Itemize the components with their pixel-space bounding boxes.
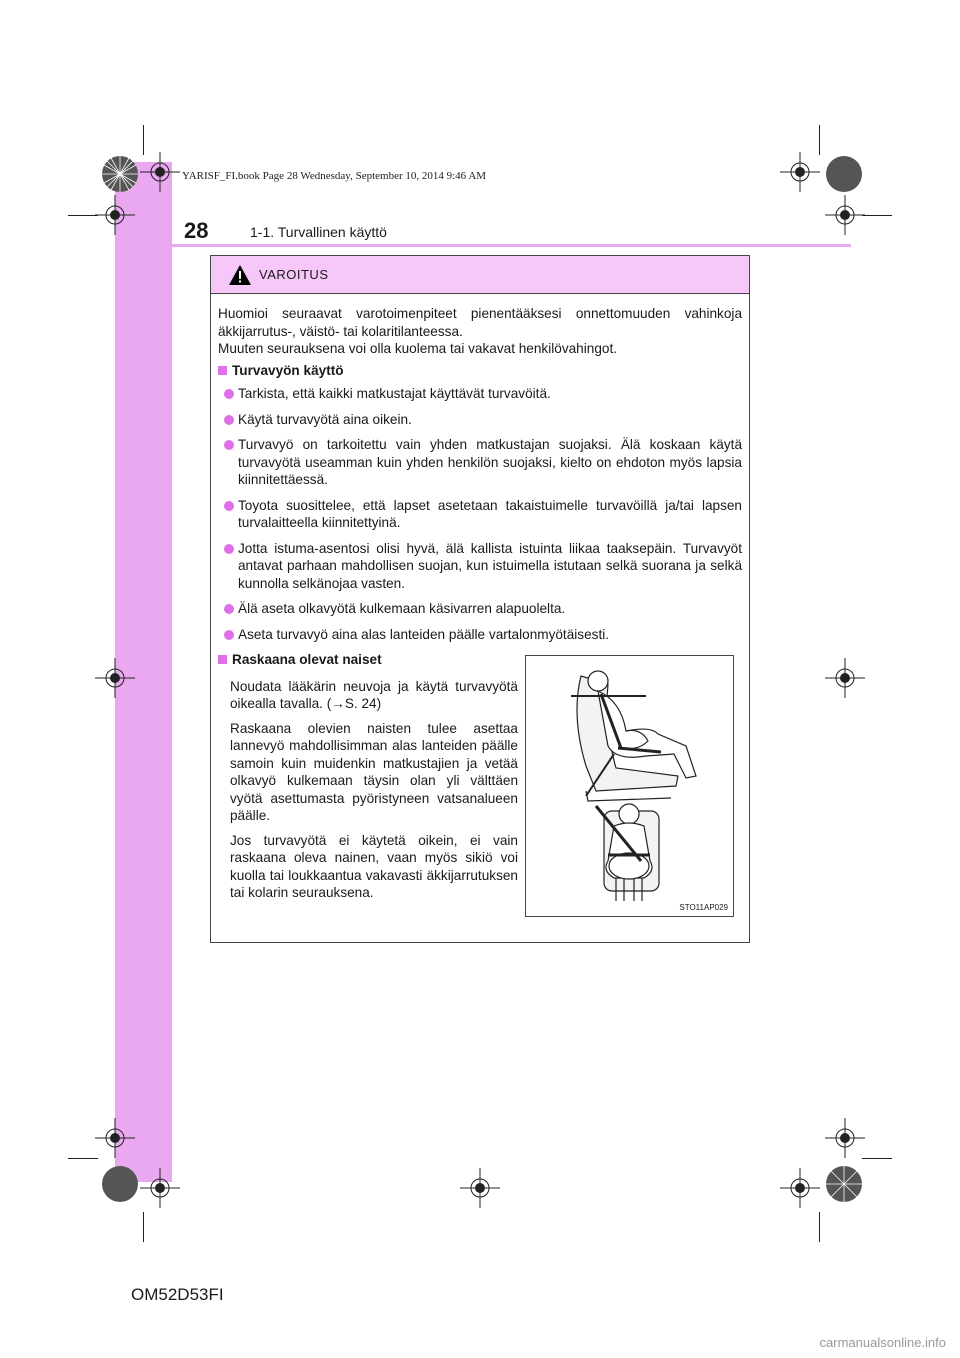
- registration-mark-icon: [140, 152, 180, 192]
- registration-mark-icon: [825, 658, 865, 698]
- warning-triangle-icon: [228, 264, 252, 286]
- crop-line: [819, 125, 820, 155]
- warning-label: VAROITUS: [259, 267, 329, 282]
- bullet-dot-icon: [224, 415, 234, 425]
- registration-mark-icon: [460, 1168, 500, 1208]
- pregnant-para-1: Noudata lääkärin neuvoja ja käytä turvavyötä oikealla tavalla. (→S. 24): [230, 678, 518, 711]
- footer-code: OM52D53FI: [131, 1285, 224, 1304]
- square-bullet-icon: [218, 655, 227, 664]
- crop-line: [68, 1158, 98, 1159]
- pregnant-para-3: Jos turvavyötä ei käytetä oikein, ei vain raskaana oleva nainen, vaan myös sikiö voi kuolla tai loukkaantua vakavasti äkkijarrutuksen tai kolarin seurauksena.: [230, 832, 518, 900]
- list-item: Turvavyö on tarkoitettu vain yhden matkustajan suojaksi. Älä koskaan käytä turvavyötä useamman kuin yhden henkilön suojaksi, kielto on ehdoton myös lapsia kiinnitettäessä.: [218, 436, 742, 489]
- registration-mark-icon: [95, 658, 135, 698]
- bullet-dot-icon: [224, 389, 234, 399]
- registration-mark-icon: [95, 1118, 135, 1158]
- registration-mark-icon: [780, 152, 820, 192]
- crop-line: [143, 1212, 144, 1242]
- pregnant-para-2: Raskaana olevien naisten tulee asettaa lannevyö mahdollisimman alas lanteiden päälle samoin kuin muidenkin matkustajien ja vetää olkavyö kulkemaan täysin olan yli välttäen vyötä asettumasta pyöristyneen vatsanalueen päälle.: [230, 720, 518, 823]
- crop-line: [862, 1158, 892, 1159]
- registration-mark-icon: [95, 195, 135, 235]
- watermark[interactable]: carmanualsonline.info: [819, 1335, 946, 1350]
- figure-code: STO11AP029: [679, 903, 728, 912]
- square-bullet-icon: [218, 366, 227, 375]
- registration-mark-icon: [825, 195, 865, 235]
- list-item: Älä aseta olkavyötä kulkemaan käsivarren alapuolelta.: [218, 600, 742, 618]
- pregnant-seatbelt-illustration: [525, 655, 734, 917]
- crop-line: [819, 1212, 820, 1242]
- page-number: 28: [184, 218, 209, 243]
- subheading-pregnant-women: Raskaana olevat naiset: [218, 651, 742, 669]
- bullet-dot-icon: [224, 501, 234, 511]
- list-item: Jotta istuma-asentosi olisi hyvä, älä kallista istuinta liikaa taaksepäin. Turvavyöt antavat parhaan mahdollisen suojan, kun istuimella istutaan selkä suorana ja selkä kunnolla selkänojaa vasten.: [218, 540, 742, 593]
- crop-line: [862, 215, 892, 216]
- list-item: Aseta turvavyö aina alas lanteiden päälle vartalonmyötäisesti.: [218, 626, 742, 644]
- crop-line: [68, 215, 98, 216]
- registration-mark-icon: [820, 150, 868, 198]
- book-info: YARISF_FI.book Page 28 Wednesday, September 10, 2014 9:46 AM: [182, 170, 487, 182]
- registration-mark-icon: [96, 150, 144, 198]
- warning-header: [211, 256, 749, 294]
- crop-line: [143, 125, 144, 155]
- list-item: Tarkista, että kaikki matkustajat käyttävät turvavöitä.: [218, 385, 742, 403]
- registration-mark-icon: [140, 1168, 180, 1208]
- bullet-dot-icon: [224, 544, 234, 554]
- bullet-dot-icon: [224, 440, 234, 450]
- bullet-dot-icon: [224, 604, 234, 614]
- seatbelt-diagram-icon: [526, 656, 733, 901]
- list-item: Toyota suosittelee, että lapset asetetaan takaistuimelle turvavöillä ja/tai lapsen turvalaitteella kiinnitettyinä.: [218, 497, 742, 532]
- registration-mark-icon: [780, 1168, 820, 1208]
- warning-intro: Huomioi seuraavat varotoimenpiteet pienentääksesi onnettomuuden vahinkoja äkkijarrutus-, väistö- tai kolaritilanteessa.: [218, 306, 742, 339]
- registration-mark-icon: [820, 1160, 868, 1208]
- subheading-seatbelt-use: Turvavyön käyttö: [218, 362, 742, 380]
- warning-intro-2: Muuten seurauksena voi olla kuolema tai vakavat henkilövahingot.: [218, 341, 617, 356]
- section-title: 1-1. Turvallinen käyttö: [250, 224, 387, 240]
- pregnant-text: [230, 678, 518, 902]
- registration-mark-icon: [96, 1160, 144, 1208]
- header-rule: [118, 244, 851, 247]
- bullet-dot-icon: [224, 630, 234, 640]
- registration-mark-icon: [825, 1118, 865, 1158]
- list-item: Käytä turvavyötä aina oikein.: [218, 411, 742, 429]
